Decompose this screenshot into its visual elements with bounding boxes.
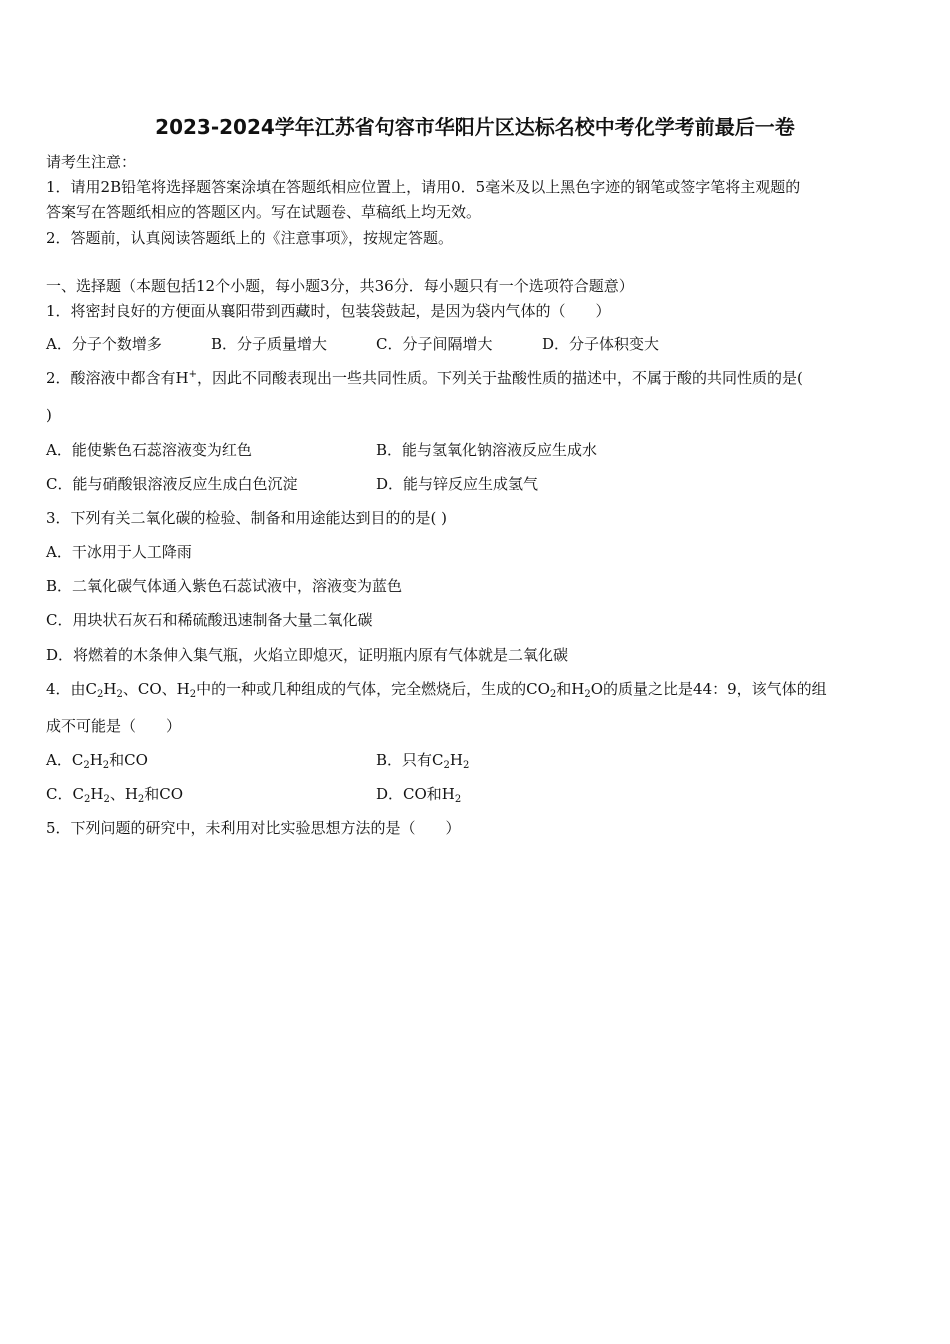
q4a-sub: 2 <box>83 760 90 771</box>
q4d-text: D．CO和H <box>376 785 455 803</box>
q2-option-b: B．能与氢氧化钠溶液反应生成水 <box>376 441 598 459</box>
q4-option-c <box>46 784 183 804</box>
question-2-stem-cont: ) <box>46 406 52 424</box>
q4c-text: 和CO <box>144 785 184 803</box>
q4a-text: H <box>89 751 103 769</box>
q3-option-d: D．将燃着的木条伸入集气瓶，火焰立即熄灭，证明瓶内原有气体就是二氧化碳 <box>46 646 569 664</box>
q4c-text: 、H <box>109 785 138 803</box>
q3-option-c: C．用块状石灰石和稀硫酸迅速制备大量二氧化碳 <box>46 611 373 629</box>
q2-option-d: D．能与锌反应生成氢气 <box>376 475 539 493</box>
q1-option-b: B．分子质量增大 <box>211 335 328 353</box>
q4-sub: 2 <box>549 689 557 700</box>
q2-option-a: A．能使紫色石蕊溶液变为红色 <box>46 441 252 459</box>
q2-stem-pre: 2．酸溶液中都含有H <box>46 369 189 387</box>
notice-item-1-cont: 答案写在答题纸相应的答题区内。写在试题卷、草稿纸上均无效。 <box>46 203 482 221</box>
q4a-sub: 2 <box>102 760 110 771</box>
q2-stem-post: ，因此不同酸表现出一些共同性质。下列关于盐酸性质的描述中，不属于酸的共同性质的是( <box>197 369 803 387</box>
q4-text: 4．由C <box>46 680 98 698</box>
q4a-text: A．C <box>46 751 84 769</box>
notice-heading: 请考生注意： <box>46 153 137 171</box>
q4-text: 和H <box>556 680 585 698</box>
question-5-stem: 5．下列问题的研究中，未利用对比实验思想方法的是（ ） <box>46 819 461 837</box>
q3-option-b: B．二氧化碳气体通入紫色石蕊试液中，溶液变为蓝色 <box>46 577 403 595</box>
notice-item-2: 2．答题前，认真阅读答题纸上的《注意事项》，按规定答题。 <box>46 229 454 247</box>
q2-option-c: C．能与硝酸银溶液反应生成白色沉淀 <box>46 475 298 493</box>
q4-text: O的质量之比是44：9，该气体的组 <box>590 680 827 698</box>
question-4-stem <box>46 679 827 699</box>
q4-text: 中的一种或几种组成的气体，完全燃烧后，生成的CO <box>196 680 550 698</box>
q4-option-d <box>376 784 461 804</box>
q4c-sub: 2 <box>103 794 110 805</box>
q4b-text: H <box>449 751 463 769</box>
q4-sub: 2 <box>97 689 104 700</box>
q4c-sub: 2 <box>137 794 145 805</box>
question-2-stem <box>46 368 803 388</box>
q4-sub: 2 <box>116 689 123 700</box>
q4-sub: 2 <box>584 689 591 700</box>
question-4-stem-cont: 成不可能是（ ） <box>46 717 182 735</box>
q4-option-a <box>46 750 148 770</box>
q4-option-b <box>376 750 469 770</box>
q4b-text: B．只有C <box>376 751 444 769</box>
q4-sub: 2 <box>189 689 197 700</box>
q4b-sub: 2 <box>443 760 450 771</box>
q4c-text: H <box>90 785 104 803</box>
q4-text: 、CO、H <box>122 680 190 698</box>
q4c-sub: 2 <box>83 794 91 805</box>
q1-option-a: A．分子个数增多 <box>46 335 162 353</box>
q4c-text: C．C <box>46 785 84 803</box>
q1-option-c: C．分子间隔增大 <box>376 335 493 353</box>
question-1-stem: 1．将密封良好的方便面从襄阳带到西藏时，包装袋鼓起，是因为袋内气体的（ ） <box>46 302 611 320</box>
q2-stem-sup: + <box>188 369 198 380</box>
q4a-text: 和CO <box>109 751 148 769</box>
exam-title: 2023-2024学年江苏省句容市华阳片区达标名校中考化学考前最后一卷 <box>155 115 795 139</box>
question-3-stem: 3．下列有关二氧化碳的检验、制备和用途能达到目的的是( ) <box>46 509 448 527</box>
q4b-sub: 2 <box>462 760 470 771</box>
section-heading: 一、选择题（本题包括12个小题，每小题3分，共36分．每小题只有一个选项符合题意） <box>46 277 634 295</box>
q4-text: H <box>103 680 117 698</box>
q1-option-d: D．分子体积变大 <box>542 335 660 353</box>
q3-option-a: A．干冰用于人工降雨 <box>46 543 192 561</box>
notice-item-1: 1．请用2B铅笔将选择题答案涂填在答题纸相应位置上，请用0．5毫米及以上黑色字迹的钢笔或签字笔将主观题的 <box>46 178 801 196</box>
q4d-sub: 2 <box>454 794 462 805</box>
